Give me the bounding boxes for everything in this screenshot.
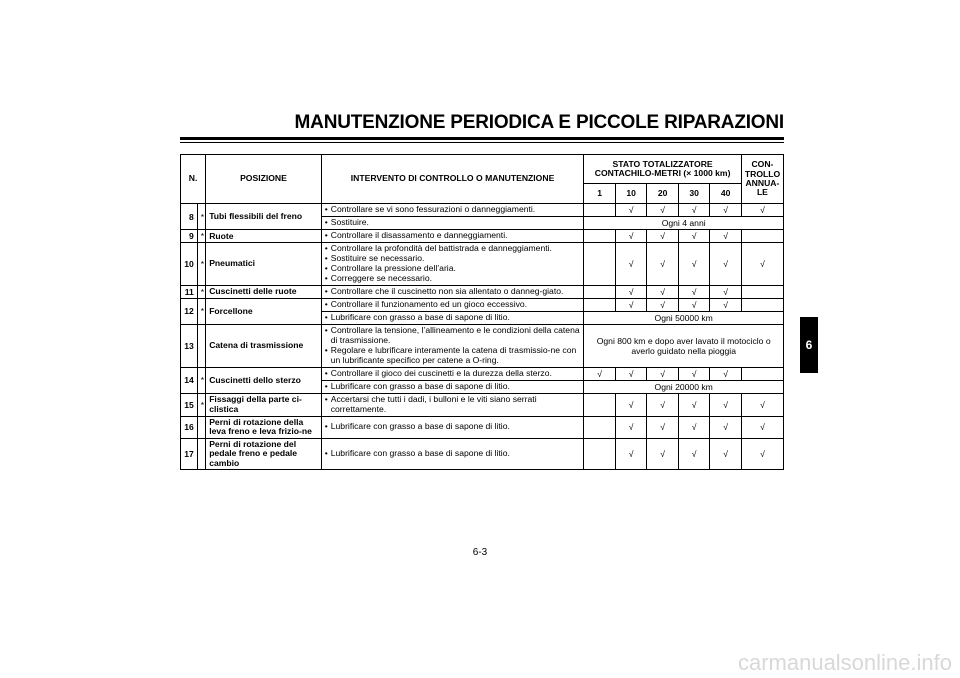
item-position: Forcellone [206, 298, 322, 324]
annual-check-mark [741, 298, 783, 311]
action-list [325, 382, 581, 392]
page-title: MANUTENZIONE PERIODICA E PICCOLE RIPARAZIONI [294, 112, 784, 133]
check-mark [584, 438, 616, 469]
check-mark: √ [710, 367, 742, 380]
action-item: • Correggere se necessario. [325, 274, 581, 284]
action-item: • Controllare che il cuscinetto non sia allentato o danneg-giato. [325, 287, 581, 297]
item-asterisk [197, 325, 205, 368]
action-item: • Sostituire se necessario. [325, 254, 581, 264]
check-mark: √ [678, 438, 710, 469]
title-rule-thick [180, 137, 784, 140]
check-mark: √ [678, 367, 710, 380]
col-header-km: 40 [710, 184, 742, 204]
item-position: Catena di trasmissione [206, 325, 322, 368]
annual-check-mark: √ [741, 438, 783, 469]
item-action [321, 438, 584, 469]
check-mark: √ [615, 243, 647, 286]
col-header-action: INTERVENTO DI CONTROLLO O MANUTENZIONE [321, 155, 584, 204]
action-item: • Lubrificare con grasso a base di sapone di litio. [325, 313, 581, 323]
item-action [321, 380, 584, 393]
item-position: Perni di rotazione del pedale freno e pedale cambio [206, 438, 322, 469]
col-header-km: 20 [647, 184, 679, 204]
item-number: 14 [181, 367, 198, 393]
check-mark: √ [678, 243, 710, 286]
check-mark: √ [615, 204, 647, 217]
col-header-n: N. [181, 155, 206, 204]
item-position: Fissaggi della parte ci-clistica [206, 393, 322, 416]
item-asterisk: * [197, 393, 205, 416]
item-asterisk: * [197, 285, 205, 298]
check-mark: √ [678, 416, 710, 438]
table-row [181, 416, 784, 438]
col-header-position: POSIZIONE [206, 155, 322, 204]
item-action [321, 285, 584, 298]
check-mark: √ [678, 285, 710, 298]
check-mark: √ [678, 204, 710, 217]
check-mark: √ [615, 230, 647, 243]
item-asterisk [197, 416, 205, 438]
item-asterisk: * [197, 367, 205, 393]
page-number: 6-3 [472, 547, 488, 558]
action-item: • Regolare e lubrificare interamente la catena di trasmissio-ne con un lubrificante specifico per catene a O-ring. [325, 346, 581, 366]
item-number: 17 [181, 438, 198, 469]
action-item: • Controllare la pressione dell’aria. [325, 264, 581, 274]
item-action [321, 393, 584, 416]
table-row [181, 230, 784, 243]
check-mark: √ [647, 367, 679, 380]
item-action [321, 204, 584, 217]
annual-check-mark [741, 367, 783, 380]
item-asterisk: * [197, 243, 205, 286]
table-row [181, 367, 784, 380]
action-list [325, 449, 581, 459]
check-mark: √ [710, 243, 742, 286]
action-item: • Lubrificare con grasso a base di sapone di litio. [325, 382, 581, 392]
item-number: 8 [181, 204, 198, 230]
action-item: • Controllare il funzionamento ed un gioco eccessivo. [325, 300, 581, 310]
action-item: • Accertarsi che tutti i dadi, i bulloni e le viti siano serrati correttamente. [325, 395, 581, 415]
col-header-odometer: STATO TOTALIZZATORE CONTACHILO-METRI (× 1000 km) [584, 155, 742, 184]
item-position: Cuscinetti delle ruote [206, 285, 322, 298]
item-number: 15 [181, 393, 198, 416]
item-asterisk: * [197, 204, 205, 230]
item-action [321, 230, 584, 243]
check-mark: √ [678, 393, 710, 416]
check-mark: √ [678, 298, 710, 311]
action-list [325, 231, 581, 241]
check-mark: √ [615, 393, 647, 416]
table-row [181, 243, 784, 286]
table-body [181, 204, 784, 470]
check-mark: √ [647, 285, 679, 298]
action-item: • Lubrificare con grasso a base di sapone di litio. [325, 422, 581, 432]
action-list [325, 300, 581, 310]
check-mark: √ [615, 298, 647, 311]
maintenance-table [180, 154, 784, 470]
footer-watermark: carmanualsonline.info [737, 650, 952, 675]
table-row [181, 393, 784, 416]
check-mark: √ [710, 393, 742, 416]
check-mark [584, 416, 616, 438]
item-number: 16 [181, 416, 198, 438]
item-action [321, 243, 584, 286]
table-row [181, 204, 784, 217]
item-number: 10 [181, 243, 198, 286]
annual-check-mark: √ [741, 393, 783, 416]
action-list [325, 369, 581, 379]
check-mark: √ [615, 367, 647, 380]
action-item: • Controllare la tensione, l’allineamento e le condizioni della catena di trasmissione. [325, 326, 581, 346]
check-mark: √ [615, 416, 647, 438]
check-mark: √ [647, 230, 679, 243]
chapter-tab: 6 [800, 317, 818, 373]
col-header-km: 10 [615, 184, 647, 204]
annual-check-mark: √ [741, 204, 783, 217]
item-action [321, 367, 584, 380]
check-mark: √ [678, 230, 710, 243]
item-position: Ruote [206, 230, 322, 243]
annual-check-mark: √ [741, 243, 783, 286]
action-list [325, 205, 581, 215]
check-mark [584, 230, 616, 243]
action-list [325, 313, 581, 323]
action-item: • Controllare se vi sono fessurazioni o danneggiamenti. [325, 205, 581, 215]
table-row [181, 325, 784, 368]
item-action [321, 325, 584, 368]
check-mark [584, 285, 616, 298]
item-position: Pneumatici [206, 243, 322, 286]
item-position: Tubi flessibili del freno [206, 204, 322, 230]
table-row [181, 298, 784, 311]
check-mark: √ [710, 285, 742, 298]
check-mark [584, 393, 616, 416]
annual-check-mark [741, 230, 783, 243]
check-mark: √ [647, 204, 679, 217]
action-list [325, 287, 581, 297]
check-mark: √ [710, 298, 742, 311]
col-header-km: 1 [584, 184, 616, 204]
check-mark: √ [647, 416, 679, 438]
item-number: 11 [181, 285, 198, 298]
check-mark: √ [584, 367, 616, 380]
check-mark: √ [710, 230, 742, 243]
item-action [321, 298, 584, 311]
item-asterisk: * [197, 298, 205, 324]
check-mark: √ [647, 438, 679, 469]
annual-check-mark [741, 285, 783, 298]
check-mark: √ [647, 298, 679, 311]
col-header-km: 30 [678, 184, 710, 204]
action-item: • Controllare la profondità del battistrada e danneggiamenti. [325, 244, 581, 254]
item-action [321, 416, 584, 438]
check-mark: √ [647, 393, 679, 416]
action-list [325, 244, 581, 284]
item-asterisk: * [197, 230, 205, 243]
interval-note: Ogni 4 anni [584, 217, 784, 230]
interval-note: Ogni 20000 km [584, 380, 784, 393]
item-number: 13 [181, 325, 198, 368]
interval-note: Ogni 50000 km [584, 311, 784, 324]
item-action [321, 311, 584, 324]
check-mark: √ [615, 438, 647, 469]
action-list [325, 395, 581, 415]
item-number: 12 [181, 298, 198, 324]
action-item: • Controllare il disassamento e danneggiamenti. [325, 231, 581, 241]
action-list [325, 422, 581, 432]
action-list [325, 218, 581, 228]
check-mark: √ [710, 416, 742, 438]
check-mark: √ [647, 243, 679, 286]
annual-check-mark: √ [741, 416, 783, 438]
interval-note: Ogni 800 km e dopo aver lavato il motociclo o averlo guidato nella pioggia [584, 325, 784, 368]
title-rule-thin [180, 142, 784, 143]
check-mark: √ [615, 285, 647, 298]
action-item: • Lubrificare con grasso a base di sapone di litio. [325, 449, 581, 459]
item-position: Perni di rotazione della leva freno e leva frizio-ne [206, 416, 322, 438]
table-row [181, 285, 784, 298]
col-header-annual-check: CON-TROLLO ANNUA-LE [741, 155, 783, 204]
action-list [325, 326, 581, 366]
item-number: 9 [181, 230, 198, 243]
action-item: • Controllare il gioco dei cuscinetti e la durezza della sterzo. [325, 369, 581, 379]
check-mark [584, 243, 616, 286]
action-item: • Sostituire. [325, 218, 581, 228]
item-asterisk [197, 438, 205, 469]
check-mark: √ [710, 204, 742, 217]
check-mark [584, 204, 616, 217]
check-mark: √ [710, 438, 742, 469]
item-position: Cuscinetti dello sterzo [206, 367, 322, 393]
table-row [181, 438, 784, 469]
check-mark [584, 298, 616, 311]
item-action [321, 217, 584, 230]
